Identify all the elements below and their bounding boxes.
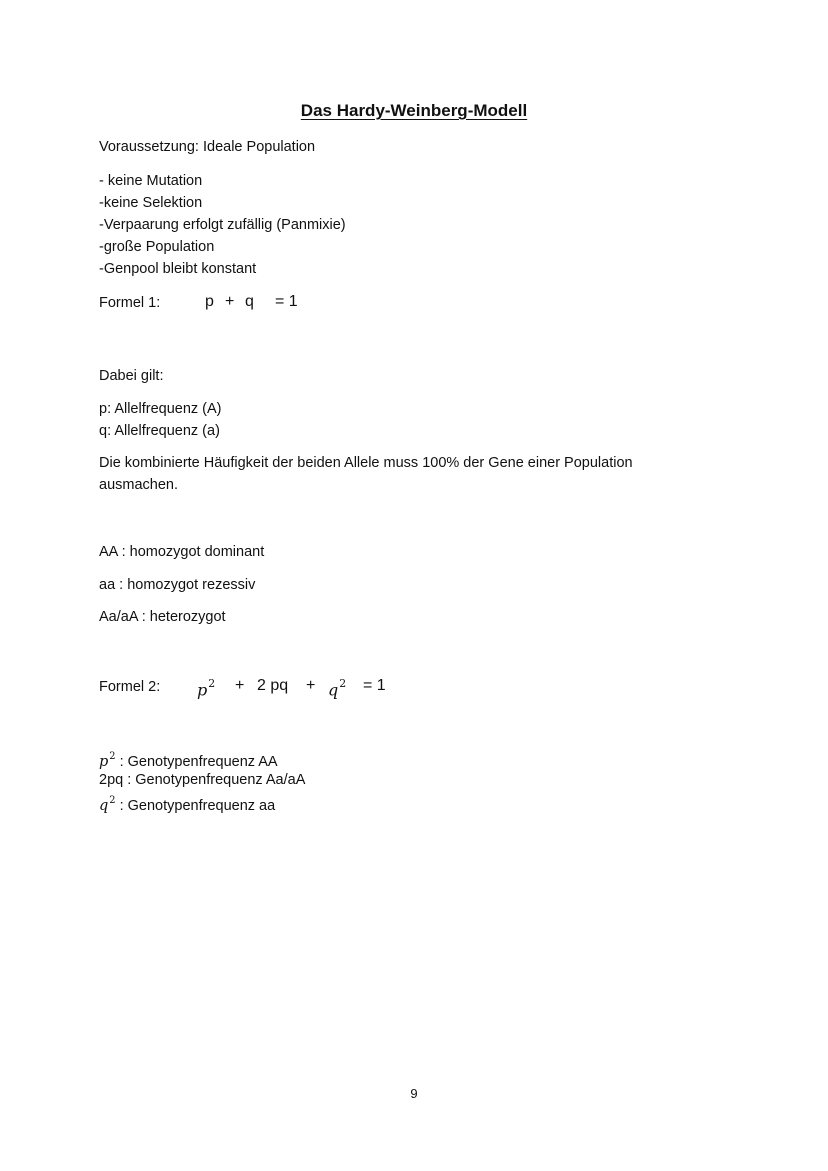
formula2-plus1: + [235, 677, 245, 694]
condition-item: -große Population [99, 239, 215, 255]
page-number: 9 [410, 1086, 418, 1101]
formula2-q-squared: $q^2$ [328, 677, 347, 700]
formula1-p: p [205, 293, 214, 310]
formula2-label: Formel 2: [99, 679, 161, 695]
formula2-plus2: + [306, 677, 316, 694]
formula1-label: Formel 1: [99, 295, 161, 311]
precondition-text: Voraussetzung: Ideale Population [99, 139, 316, 155]
condition-item: - keine Mutation [99, 173, 203, 189]
formula1-q: q [245, 293, 254, 310]
genotype-item: Aa/aA : heterozygot [99, 609, 226, 625]
formula1-equals: = 1 [275, 293, 298, 310]
condition-item: -keine Selektion [99, 195, 203, 211]
genotype-item: aa : homozygot rezessiv [99, 577, 256, 593]
frequency-item-q2: $q^2$ : Genotypenfrequenz aa [99, 794, 276, 814]
definition-item: p: Allelfrequenz (A) [99, 401, 222, 417]
formula2-2pq: 2 pq [257, 677, 289, 694]
condition-item: -Genpool bleibt konstant [99, 261, 257, 277]
frequency-item-p2: $p^2$ : Genotypenfrequenz AA [99, 750, 278, 770]
page-title: Das Hardy-Weinberg-Modell [300, 101, 528, 120]
formula1-plus: + [225, 293, 235, 310]
definition-item: q: Allelfrequenz (a) [99, 423, 220, 439]
formula2-p-squared: $p^2$ [197, 677, 216, 700]
formula2-equals: = 1 [363, 677, 386, 694]
combined-text-line: Die kombinierte Häufigkeit der beiden Allele muss 100% der Gene einer Population [99, 455, 633, 471]
dabei-gilt-text: Dabei gilt: [99, 368, 164, 384]
frequency-item-2pq: 2pq : Genotypenfrequenz Aa/aA [99, 772, 306, 788]
genotype-item: AA : homozygot dominant [99, 544, 265, 560]
combined-text-line: ausmachen. [99, 477, 178, 493]
condition-item: -Verpaarung erfolgt zufällig (Panmixie) [99, 217, 346, 233]
